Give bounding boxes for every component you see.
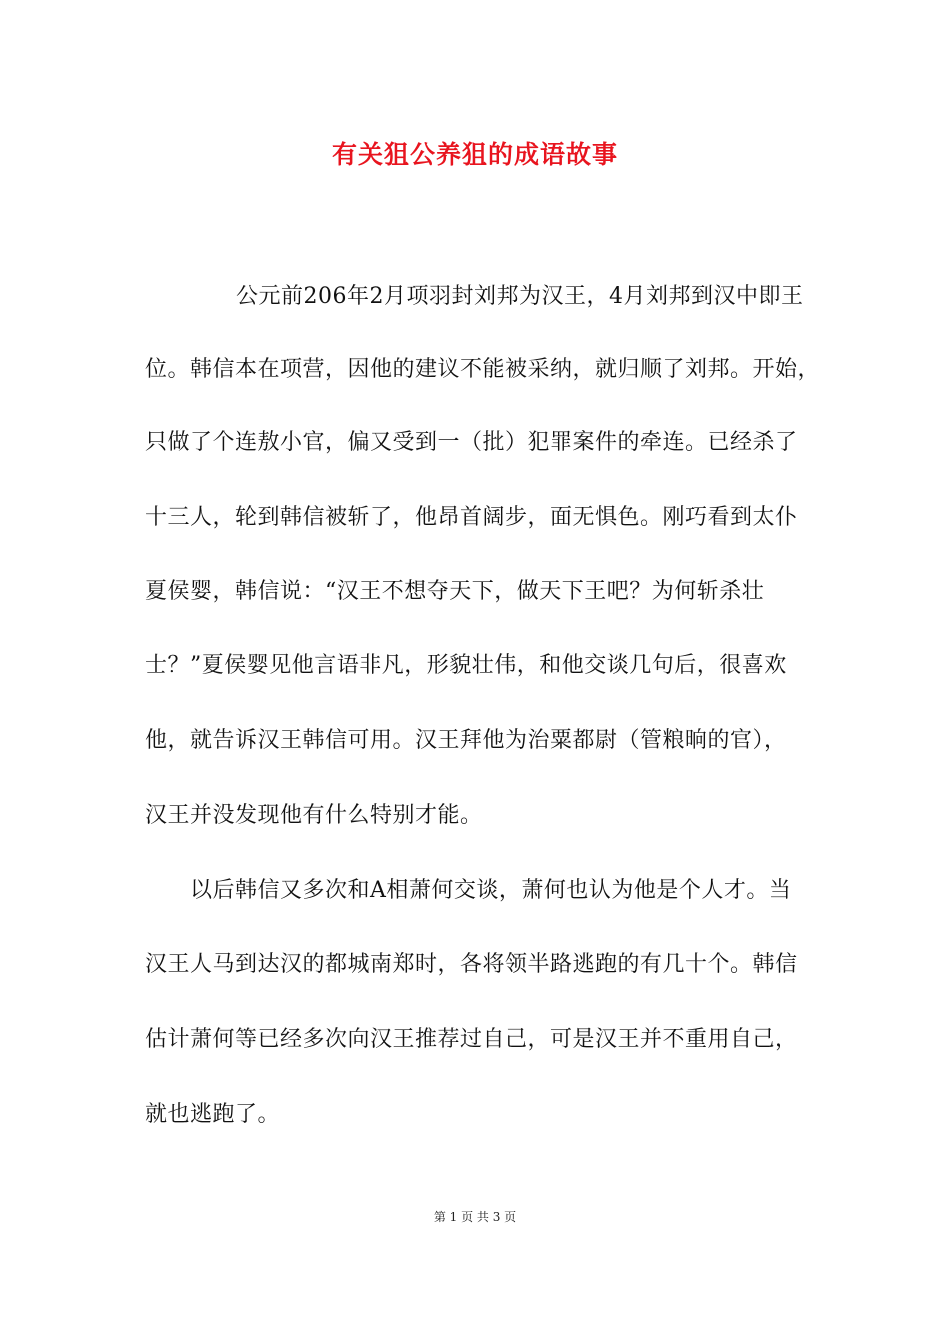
- paragraph-1-line-6: 士？”夏侯婴见他言语非凡，形貌壮伟，和他交谈几句后，很喜欢: [145, 653, 787, 678]
- paragraph-1-line-4: 十三人，轮到韩信被斩了，他昂首阔步，面无惧色。刚巧看到太仆: [145, 505, 798, 530]
- paragraph-2-line-1: 以后韩信又多次和A相萧何交谈，萧何也认为他是个人才。当: [190, 878, 792, 903]
- paragraph-2-line-4: 就也逃跑了。: [145, 1102, 281, 1127]
- page-number-footer: 第 1 页 共 3 页: [433, 1210, 517, 1224]
- paragraph-1-line-5: 夏侯婴，韩信说：“汉王不想夺天下，做天下王吧？为何斩杀壮: [145, 579, 765, 604]
- paragraph-2-line-3: 估计萧何等已经多次向汉王推荐过自己，可是汉王并不重用自己，: [145, 1027, 798, 1052]
- paragraph-1-line-1: 公元前206年2月项羽封刘邦为汉王，4月刘邦到汉中即王: [236, 284, 804, 309]
- document-title: 有关狙公养狙的成语故事: [331, 140, 618, 169]
- paragraph-1-line-2: 位。韩信本在项营，因他的建议不能被采纳，就归顺了刘邦。开始，: [145, 357, 821, 382]
- paragraph-1-line-8: 汉王并没发现他有什么特别才能。: [145, 803, 483, 828]
- paragraph-1-line-3: 只做了个连敖小官，偏又受到一（批）犯罪案件的牵连。已经杀了: [145, 430, 798, 455]
- paragraph-1-line-7: 他，就告诉汉王韩信可用。汉王拜他为治粟都尉（管粮晌的官），: [145, 728, 787, 753]
- paragraph-2-line-2: 汉王人马到达汉的都城南郑时，各将领半路逃跑的有几十个。韩信: [145, 952, 798, 977]
